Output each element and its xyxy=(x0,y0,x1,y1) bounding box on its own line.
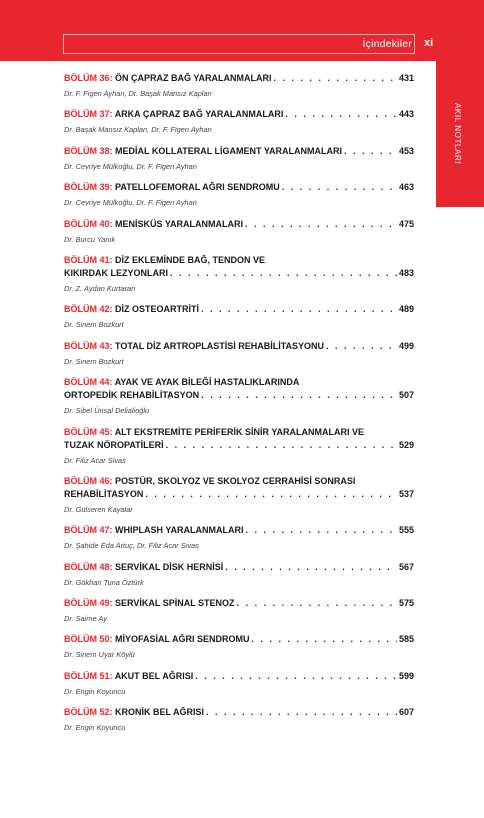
toc-entry-leader-line xyxy=(64,706,414,719)
toc-entry[interactable] xyxy=(64,706,414,733)
chapter-title-line1: AYAK VE AYAK BİLEĞİ HASTALIKLARINDA xyxy=(114,377,300,388)
toc-entry-leader-line xyxy=(64,181,414,194)
chapter-title: SERVİKAL SPİNAL STENOZ xyxy=(115,598,235,609)
chapter-label: BÖLÜM 39: xyxy=(64,182,113,193)
chapter-title-line1: ALT EKSTREMİTE PERİFERİK SİNİR YARALANMALARI VE xyxy=(114,426,365,437)
side-tab xyxy=(436,61,484,207)
dot-leader xyxy=(246,524,397,537)
chapter-title: KIKIRDAK LEZYONLARI xyxy=(64,267,168,278)
chapter-title: MEDİAL KOLLATERAL LİGAMENT YARALANMALARI xyxy=(115,145,343,156)
chapter-authors: Dr. Z. Aydan Kurtaran xyxy=(64,283,136,293)
chapter-title: WHIPLASH YARALANMALARI xyxy=(115,525,244,536)
toc-entry[interactable] xyxy=(64,633,414,660)
chapter-label: BÖLÜM 37: xyxy=(64,109,113,120)
page-ref: 431 xyxy=(398,73,414,83)
toc-entry-leader-line xyxy=(64,524,414,537)
toc-entry-leader-line xyxy=(64,597,414,610)
toc-entry[interactable] xyxy=(64,145,414,172)
toc-entry-leader-line xyxy=(64,108,414,121)
chapter-label: BÖLÜM 44: xyxy=(64,377,113,388)
chapter-label: BÖLÜM 40: xyxy=(64,218,113,229)
dot-leader xyxy=(206,706,397,719)
toc-entry-leader-line xyxy=(64,72,414,85)
page-ref: 529 xyxy=(398,439,414,450)
chapter-authors: Dr. Engin Koyuncu xyxy=(64,686,126,696)
chapter-label: BÖLÜM 47: xyxy=(64,525,113,536)
page-ref: 507 xyxy=(398,390,414,401)
toc-entry-first-line xyxy=(64,376,414,389)
chapter-title: PATELLOFEMORAL AĞRI SENDROMU xyxy=(115,182,280,193)
toc-entry-leader-line xyxy=(64,389,414,402)
toc-entry[interactable] xyxy=(64,561,414,588)
toc-entry[interactable] xyxy=(64,426,414,466)
page-number: xi xyxy=(424,37,434,49)
page-title: İçindekiler xyxy=(362,38,412,50)
chapter-label: BÖLÜM 38: xyxy=(64,145,113,156)
toc-entry-leader-line xyxy=(64,218,414,231)
toc-entry-leader-line xyxy=(64,267,414,280)
dot-leader xyxy=(245,218,397,231)
toc-entry[interactable] xyxy=(64,181,414,208)
page-ref: 475 xyxy=(398,218,414,229)
chapter-label: BÖLÜM 50: xyxy=(64,634,113,645)
chapter-title: ÖN ÇAPRAZ BAĞ YARALANMALARI xyxy=(115,73,272,83)
toc-entry[interactable] xyxy=(64,108,414,135)
chapter-label: BÖLÜM 43: xyxy=(64,340,113,351)
page-ref: 463 xyxy=(398,182,414,193)
page-ref: 483 xyxy=(398,267,414,278)
dot-leader xyxy=(274,72,397,85)
chapter-title-line1: DİZ EKLEMİNDE BAĞ, TENDON VE xyxy=(115,254,266,265)
chapter-authors: Dr. Sinem Uyar Köylü xyxy=(64,650,135,660)
page-ref: 555 xyxy=(398,525,414,536)
toc-entry[interactable] xyxy=(64,72,414,99)
toc-entry-first-line xyxy=(64,475,414,488)
dot-leader xyxy=(252,633,397,646)
toc-entry[interactable] xyxy=(64,524,414,551)
toc-entry-leader-line xyxy=(64,670,414,683)
chapter-label: BÖLÜM 48: xyxy=(64,561,113,572)
toc-entry-first-line xyxy=(64,254,414,267)
toc-entry-first-line xyxy=(64,426,414,439)
dot-leader xyxy=(282,181,397,194)
chapter-authors: Dr. Başak Mansız Kaplan, Dr. F. Figen Ayhan xyxy=(64,125,212,135)
chapter-title: TOTAL DİZ ARTROPLASTİSİ REHABİLİTASYONU xyxy=(115,340,325,351)
chapter-authors: Dr. Saime Ay xyxy=(64,614,107,624)
toc-entry[interactable] xyxy=(64,218,414,245)
page-ref: 607 xyxy=(398,707,414,718)
page-ref: 499 xyxy=(398,340,414,351)
chapter-authors: Dr. Cevriye Mülkoğlu, Dr. F. Figen Ayhan xyxy=(64,161,197,171)
chapter-authors: Dr. Gökhan Tuna Öztürk xyxy=(64,577,144,587)
page-ref: 575 xyxy=(398,598,414,609)
toc-entry[interactable] xyxy=(64,254,414,294)
dot-leader xyxy=(145,488,397,501)
page-ref: 567 xyxy=(398,561,414,572)
chapter-authors: Dr. Sinem Bozkurt xyxy=(64,356,124,366)
toc-entry-leader-line xyxy=(64,439,414,452)
chapter-title: REHABİLİTASYON xyxy=(64,488,144,499)
chapter-label: BÖLÜM 42: xyxy=(64,304,113,315)
chapter-authors: Dr. Sibel Ünsal Delialioğlu xyxy=(64,406,150,416)
chapter-authors: Dr. Gülseren Kayalar xyxy=(64,504,133,514)
page-ref: 585 xyxy=(398,634,414,645)
page-ref: 599 xyxy=(398,670,414,681)
dot-leader xyxy=(225,561,397,574)
toc-entry[interactable] xyxy=(64,597,414,624)
page-ref: 453 xyxy=(398,145,414,156)
toc-entry-leader-line xyxy=(64,561,414,574)
dot-leader xyxy=(170,267,397,280)
toc-entry[interactable] xyxy=(64,670,414,697)
dot-leader xyxy=(166,439,397,452)
chapter-authors: Dr. Burcu Yanık xyxy=(64,234,116,244)
toc-entry-leader-line xyxy=(64,145,414,158)
chapter-authors: Dr. Engin Koyuncu xyxy=(64,723,126,733)
chapter-title: MİYOFASİAL AĞRI SENDROMU xyxy=(115,634,250,645)
chapter-authors: Dr. F. Figen Ayhan, Dr. Başak Mansız Kaplan xyxy=(64,89,212,98)
toc-entry[interactable] xyxy=(64,340,414,367)
chapter-title: MENİSKÜS YARALANMALARI xyxy=(115,218,244,229)
side-tab-label: AKIL NOTLARI xyxy=(453,103,462,165)
chapter-authors: Dr. Filiz Acar Sivas xyxy=(64,455,126,465)
dot-leader xyxy=(344,145,397,158)
toc-entry[interactable] xyxy=(64,376,414,416)
toc-entry[interactable] xyxy=(64,303,414,330)
dot-leader xyxy=(237,597,397,610)
dot-leader xyxy=(201,389,397,402)
chapter-title: KRONİK BEL AĞRISI xyxy=(115,707,205,718)
toc-entry-leader-line xyxy=(64,633,414,646)
chapter-label: BÖLÜM 46: xyxy=(64,475,113,486)
chapter-title: TUZAK NÖROPATİLERİ xyxy=(64,439,164,450)
chapter-title: ARKA ÇAPRAZ BAĞ YARALANMALARI xyxy=(114,109,284,120)
toc-entry-leader-line xyxy=(64,303,414,316)
chapter-label: BÖLÜM 51: xyxy=(64,670,113,681)
chapter-authors: Dr. Cevriye Mülkoğlu, Dr. F. Figen Ayhan xyxy=(64,198,197,208)
chapter-label: BÖLÜM 49: xyxy=(64,598,113,609)
chapter-label: BÖLÜM 41: xyxy=(64,254,113,265)
toc-entry-leader-line xyxy=(64,340,414,353)
page-ref: 537 xyxy=(398,488,414,499)
page-ref: 489 xyxy=(398,304,414,315)
chapter-label: BÖLÜM 36: xyxy=(64,73,113,83)
table-of-contents xyxy=(64,72,414,743)
chapter-title: SERVİKAL DİSK HERNİSİ xyxy=(115,561,224,572)
page-ref: 443 xyxy=(398,109,414,120)
toc-entry[interactable] xyxy=(64,475,414,515)
chapter-title: AKUT BEL AĞRISI xyxy=(114,670,194,681)
dot-leader xyxy=(326,340,397,353)
chapter-authors: Dr. Sinem Bozkurt xyxy=(64,320,124,330)
toc-entry-leader-line xyxy=(64,488,414,501)
chapter-title: ORTOPEDİK REHABİLİTASYON xyxy=(64,390,200,401)
chapter-label: BÖLÜM 45: xyxy=(64,426,113,437)
chapter-title: DİZ OSTEOARTRİTİ xyxy=(115,304,200,315)
chapter-label: BÖLÜM 52: xyxy=(64,707,113,718)
chapter-authors: Dr. Şahide Eda Artuç, Dr. Filiz Acar Sivas xyxy=(64,541,199,551)
chapter-title-line1: POSTÜR, SKOLYOZ VE SKOLYOZ CERRAHİSİ SONRASI xyxy=(115,475,356,486)
dot-leader xyxy=(195,670,397,683)
dot-leader xyxy=(201,303,397,316)
dot-leader xyxy=(285,108,397,121)
